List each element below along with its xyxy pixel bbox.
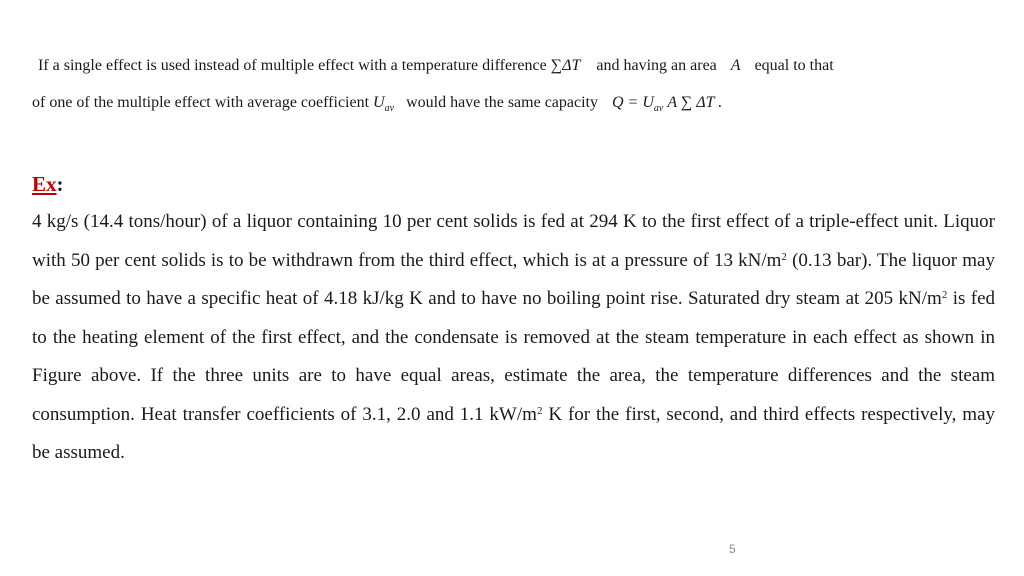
intro-text: of one of the multiple effect with average coefficient	[32, 94, 370, 111]
intro-text: If a single effect is used instead of multiple effect with a temperature difference	[38, 57, 547, 74]
intro-text: would have the same capacity	[406, 94, 598, 111]
sum-delta-t-symbol: ∑ΔT	[550, 57, 581, 74]
problem-part: is fed to the heating element of the first effect, and the condensate is removed at the steam temperature in each effect as shown in Figure above. If the three units are to have equal areas, estimate the area, the temperature differences and the steam consumption. Heat transfer coefficients of 3.1, 2.0 and 1.1 kW/m	[32, 288, 995, 425]
capacity-equation: Q = U	[611, 94, 654, 111]
av-subscript: av	[384, 103, 395, 114]
example-label: Ex	[32, 172, 57, 196]
intro-line-1	[32, 56, 1002, 76]
example-colon: :	[56, 172, 64, 196]
superscript: 2	[781, 250, 787, 263]
area-symbol: A	[730, 57, 741, 74]
intro-text: and having an area	[596, 57, 717, 74]
example-problem-text	[32, 203, 995, 473]
page-number: 5	[729, 542, 736, 556]
superscript: 2	[536, 404, 543, 417]
intro-text: equal to that	[754, 57, 834, 74]
capacity-equation-rest: A ∑ ΔT .	[667, 94, 723, 111]
problem-part: 4 kg/s (14.4 tons/hour) of a liquor containing 10 per cent solids is fed at 294 K to the first effect of a triple-effect unit. Liquor with 50 per cent solids is to be withdrawn from the third effect, which is at a pressure of 13 kN/m	[32, 211, 995, 271]
problem-part: (0.13 bar). The liquor may be assumed to have a specific heat of 4.18 kJ/kg K and to have no boiling point rise. Saturated dry steam at 205 kN/m	[32, 249, 995, 309]
problem-part: K for the first, second, and third effects respectively, may be assumed.	[32, 403, 996, 463]
av-subscript: av	[653, 103, 664, 114]
superscript: 2	[941, 289, 948, 301]
example-heading	[32, 171, 64, 197]
intro-line-2	[32, 93, 996, 113]
u-symbol: U	[373, 94, 385, 111]
